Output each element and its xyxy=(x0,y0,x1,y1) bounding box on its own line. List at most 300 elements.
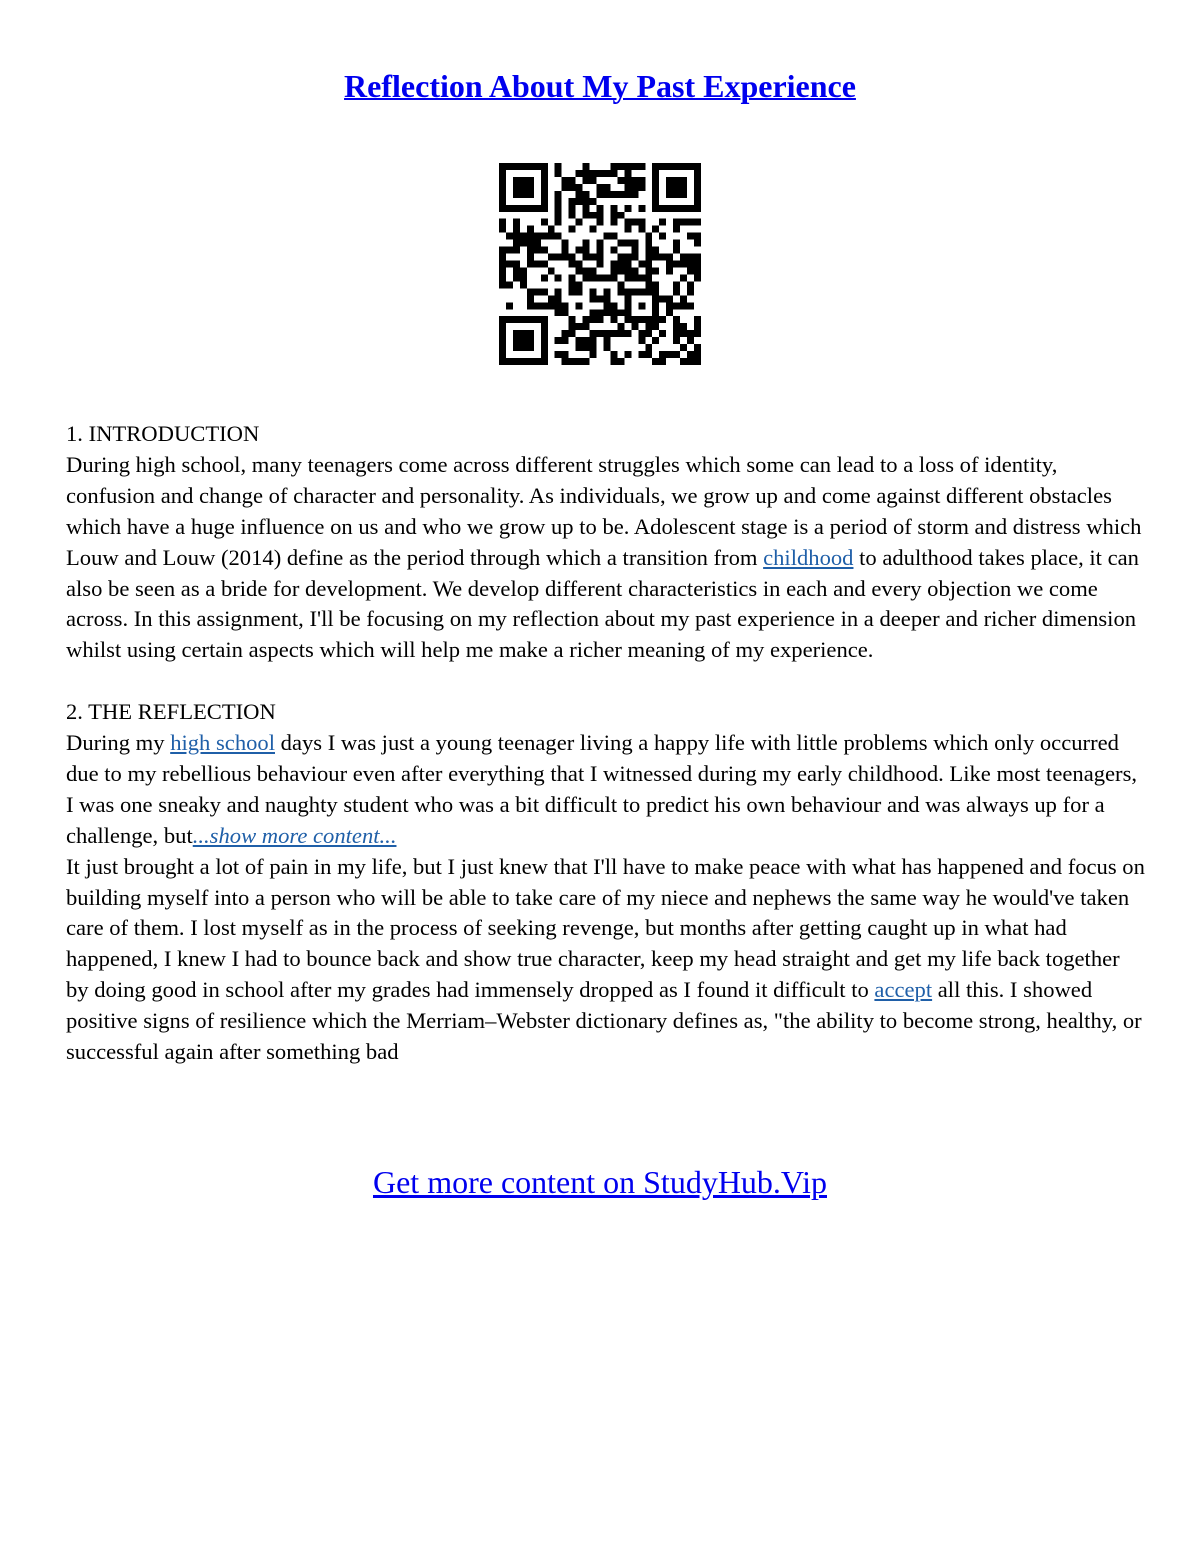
qr-module xyxy=(513,205,520,212)
qr-module xyxy=(680,163,687,170)
qr-module xyxy=(562,184,569,191)
qr-module xyxy=(638,274,645,281)
qr-module xyxy=(687,302,694,309)
qr-module xyxy=(666,261,673,268)
qr-module xyxy=(624,254,631,261)
qr-module xyxy=(624,226,631,233)
document-title xyxy=(0,64,1200,108)
qr-module xyxy=(617,330,624,337)
qr-module xyxy=(624,288,631,295)
qr-module xyxy=(520,281,527,288)
qr-module xyxy=(569,323,576,330)
qr-module xyxy=(624,302,631,309)
qr-module xyxy=(583,212,590,219)
qr-module xyxy=(673,177,680,184)
qr-module xyxy=(576,337,583,344)
qr-module xyxy=(666,205,673,212)
qr-module xyxy=(548,233,555,240)
qr-module xyxy=(631,163,638,170)
qr-module xyxy=(652,191,659,198)
qr-module xyxy=(541,261,548,268)
qr-module xyxy=(631,219,638,226)
qr-module xyxy=(680,274,687,281)
qr-module xyxy=(617,177,624,184)
qr-module xyxy=(638,184,645,191)
qr-module xyxy=(590,288,597,295)
qr-module xyxy=(499,198,506,205)
qr-module xyxy=(562,351,569,358)
qr-module xyxy=(555,233,562,240)
qr-module xyxy=(652,254,659,261)
qr-module xyxy=(659,163,666,170)
qr-module xyxy=(541,191,548,198)
qr-module xyxy=(569,281,576,288)
accept-link[interactable]: accept xyxy=(874,977,933,1003)
qr-module xyxy=(687,254,694,261)
qr-module xyxy=(694,198,701,205)
qr-module xyxy=(590,295,597,302)
qr-module xyxy=(610,212,617,219)
qr-module xyxy=(555,205,562,212)
qr-module xyxy=(694,267,701,274)
qr-module xyxy=(527,240,534,247)
qr-module xyxy=(687,281,694,288)
qr-module xyxy=(562,337,569,344)
qr-module xyxy=(631,184,638,191)
qr-module xyxy=(520,358,527,365)
qr-module xyxy=(597,184,604,191)
qr-module xyxy=(513,358,520,365)
qr-module xyxy=(610,191,617,198)
qr-module xyxy=(610,205,617,212)
qr-module xyxy=(631,288,638,295)
qr-module xyxy=(652,281,659,288)
qr-module xyxy=(638,302,645,309)
qr-module xyxy=(694,233,701,240)
qr-module xyxy=(576,261,583,268)
qr-module xyxy=(590,267,597,274)
qr-module xyxy=(569,358,576,365)
qr-module xyxy=(597,316,604,323)
qr-module xyxy=(645,351,652,358)
qr-module xyxy=(666,351,673,358)
qr-module xyxy=(617,281,624,288)
qr-module xyxy=(624,316,631,323)
qr-module xyxy=(631,254,638,261)
qr-module xyxy=(603,344,610,351)
qr-module xyxy=(687,267,694,274)
qr-module xyxy=(687,330,694,337)
qr-module xyxy=(534,261,541,268)
qr-module xyxy=(499,337,506,344)
qr-module xyxy=(541,337,548,344)
qr-module xyxy=(583,337,590,344)
section-body-reflection xyxy=(66,728,1146,1068)
qr-module xyxy=(624,177,631,184)
qr-module xyxy=(555,219,562,226)
qr-module xyxy=(603,233,610,240)
qr-module xyxy=(603,288,610,295)
qr-module xyxy=(534,240,541,247)
qr-module xyxy=(569,205,576,212)
qr-module xyxy=(624,267,631,274)
qr-module xyxy=(583,316,590,323)
qr-module xyxy=(638,316,645,323)
qr-module xyxy=(541,330,548,337)
qr-module xyxy=(527,358,534,365)
qr-module xyxy=(569,212,576,219)
qr-module xyxy=(638,219,645,226)
qr-module xyxy=(624,351,631,358)
qr-module xyxy=(659,358,666,365)
qr-module xyxy=(694,316,701,323)
qr-module xyxy=(631,274,638,281)
qr-module xyxy=(652,358,659,365)
qr-module xyxy=(555,191,562,198)
qr-module xyxy=(597,170,604,177)
studyhub-link[interactable]: Get more content on StudyHub.Vip xyxy=(372,1164,827,1200)
qr-module xyxy=(576,344,583,351)
qr-module xyxy=(569,177,576,184)
qr-module xyxy=(534,288,541,295)
qr-module xyxy=(527,254,534,261)
childhood-link[interactable]: childhood xyxy=(763,544,854,570)
reflection-text-part1: During my xyxy=(66,730,171,756)
qr-module xyxy=(659,330,666,337)
qr-module xyxy=(499,261,506,268)
qr-module xyxy=(666,295,673,302)
qr-module xyxy=(666,254,673,261)
qr-module xyxy=(673,240,680,247)
qr-module xyxy=(541,358,548,365)
qr-module xyxy=(513,267,520,274)
qr-module xyxy=(610,358,617,365)
qr-module xyxy=(652,170,659,177)
qr-module xyxy=(590,254,597,261)
qr-module xyxy=(590,177,597,184)
qr-module xyxy=(597,309,604,316)
qr-module xyxy=(694,191,701,198)
qr-module xyxy=(548,267,555,274)
qr-module xyxy=(541,163,548,170)
qr-module xyxy=(513,247,520,254)
qr-module xyxy=(694,184,701,191)
qr-module xyxy=(645,316,652,323)
qr-module xyxy=(555,254,562,261)
qr-module xyxy=(694,163,701,170)
qr-module xyxy=(624,191,631,198)
qr-module xyxy=(666,184,673,191)
qr-module xyxy=(687,358,694,365)
qr-module xyxy=(555,198,562,205)
qr-module xyxy=(673,226,680,233)
qr-module xyxy=(576,358,583,365)
qr-module xyxy=(597,240,604,247)
qr-module xyxy=(520,344,527,351)
qr-module xyxy=(666,302,673,309)
qr-module xyxy=(534,163,541,170)
qr-module xyxy=(506,205,513,212)
qr-module xyxy=(659,316,666,323)
qr-module xyxy=(513,191,520,198)
qr-module xyxy=(645,323,652,330)
qr-module xyxy=(527,226,534,233)
section-body-introduction xyxy=(66,450,1146,666)
qr-module xyxy=(541,316,548,323)
qr-module xyxy=(541,344,548,351)
qr-code-graphic xyxy=(499,163,701,365)
reflection-text-part3: It just brought a lot of pain in my life, but I just knew that I'll have to make peace with what has happened and focus on building myself into a person who will be able to take care of my niece and nephews the same way he would've taken care of them. I lost myself as in the process of seeking revenge, but months after getting caught up in what had happened, I knew I had to bounce back and show true character, keep my head straight and get my life back together by doing good in school after my grades had immensely dropped as I found it difficult to xyxy=(66,853,1145,1003)
qr-module xyxy=(583,205,590,212)
qr-module xyxy=(527,302,534,309)
qr-module xyxy=(576,288,583,295)
qr-module xyxy=(694,351,701,358)
qr-module xyxy=(569,198,576,205)
qr-module xyxy=(534,205,541,212)
document-body xyxy=(66,419,1146,1068)
qr-module xyxy=(541,233,548,240)
qr-module xyxy=(659,295,666,302)
qr-module xyxy=(506,316,513,323)
qr-module xyxy=(603,302,610,309)
qr-module xyxy=(506,233,513,240)
qr-module xyxy=(499,163,506,170)
qr-module xyxy=(499,281,506,288)
qr-module xyxy=(597,247,604,254)
qr-module xyxy=(513,177,520,184)
qr-module xyxy=(534,316,541,323)
qr-module xyxy=(645,330,652,337)
qr-module xyxy=(555,288,562,295)
qr-module xyxy=(638,351,645,358)
qr-module xyxy=(617,254,624,261)
qr-module xyxy=(506,302,513,309)
qr-module xyxy=(624,170,631,177)
qr-module xyxy=(617,191,624,198)
qr-module xyxy=(673,184,680,191)
qr-module xyxy=(562,309,569,316)
qr-module xyxy=(652,316,659,323)
qr-module xyxy=(687,288,694,295)
qr-module xyxy=(617,288,624,295)
qr-module xyxy=(555,163,562,170)
intro-text-part2: to adulthood takes place, it can also be seen as a bride for development. We develop different characteristics in each and every objection we come across. In this assignment, I'll be focusing on my reflection about my past experience in a deeper and richer dimension whilst using certain aspects which will help me make a richer meaning of my experience. xyxy=(66,544,1139,663)
qr-module xyxy=(687,205,694,212)
qr-module xyxy=(576,302,583,309)
qr-module xyxy=(499,177,506,184)
qr-module xyxy=(694,170,701,177)
qr-module xyxy=(659,219,666,226)
title-link[interactable]: Reflection About My Past Experience xyxy=(344,68,856,104)
qr-module xyxy=(603,295,610,302)
qr-module xyxy=(659,254,666,261)
qr-module xyxy=(694,344,701,351)
qr-module xyxy=(520,233,527,240)
qr-module xyxy=(520,240,527,247)
qr-module xyxy=(583,198,590,205)
qr-module xyxy=(673,351,680,358)
qr-module xyxy=(562,240,569,247)
qr-module xyxy=(666,177,673,184)
qr-module xyxy=(590,309,597,316)
qr-module xyxy=(680,191,687,198)
qr-module xyxy=(652,295,659,302)
qr-module xyxy=(694,323,701,330)
qr-module xyxy=(645,274,652,281)
qr-module xyxy=(527,184,534,191)
qr-module xyxy=(527,247,534,254)
qr-module xyxy=(603,309,610,316)
qr-module xyxy=(583,240,590,247)
qr-module xyxy=(499,205,506,212)
qr-module xyxy=(583,247,590,254)
qr-module xyxy=(527,337,534,344)
qr-module xyxy=(638,288,645,295)
qr-module xyxy=(513,163,520,170)
qr-module xyxy=(513,274,520,281)
qr-module xyxy=(610,163,617,170)
qr-module xyxy=(527,205,534,212)
qr-module xyxy=(597,261,604,268)
qr-module xyxy=(562,330,569,337)
qr-module xyxy=(520,267,527,274)
qr-module xyxy=(499,344,506,351)
qr-module xyxy=(610,274,617,281)
qr-module xyxy=(597,219,604,226)
qr-module xyxy=(527,177,534,184)
reflection-text-part2: days I was just a young teenager living a happy life with little problems which only occurred due to my rebellious behaviour even after everything that I witnessed during my early childhood. Like most teenagers, I was one sneaky and naughty student who was a bit difficult to predict his own behaviour and was always up for a challenge, but xyxy=(66,730,1138,848)
qr-module xyxy=(597,274,604,281)
qr-module xyxy=(555,309,562,316)
qr-module xyxy=(520,191,527,198)
qr-module xyxy=(680,344,687,351)
qr-module xyxy=(617,163,624,170)
qr-module xyxy=(617,358,624,365)
reflection-text-part4: all this. I showed positive signs of resilience which the Merriam–Webster dictionary defines as, "the ability to become strong, healthy, or successful again after something bad xyxy=(66,977,1142,1065)
qr-module xyxy=(673,316,680,323)
qr-module xyxy=(645,267,652,274)
qr-module xyxy=(597,212,604,219)
qr-module xyxy=(680,261,687,268)
qr-module xyxy=(569,316,576,323)
qr-module xyxy=(562,302,569,309)
qr-module xyxy=(562,177,569,184)
qr-module xyxy=(513,240,520,247)
qr-module xyxy=(617,267,624,274)
qr-module xyxy=(659,233,666,240)
qr-module xyxy=(638,205,645,212)
qr-module xyxy=(610,219,617,226)
qr-module xyxy=(583,163,590,170)
qr-module xyxy=(666,267,673,274)
qr-module xyxy=(694,177,701,184)
qr-module xyxy=(603,330,610,337)
qr-module xyxy=(548,254,555,261)
qr-module xyxy=(527,191,534,198)
qr-module xyxy=(631,247,638,254)
qr-module xyxy=(541,351,548,358)
qr-module xyxy=(541,274,548,281)
qr-module xyxy=(603,170,610,177)
qr-module xyxy=(645,240,652,247)
qr-module xyxy=(624,295,631,302)
qr-module xyxy=(680,358,687,365)
qr-module xyxy=(652,302,659,309)
qr-module xyxy=(513,226,520,233)
qr-module xyxy=(666,191,673,198)
qr-module xyxy=(666,163,673,170)
qr-module xyxy=(645,288,652,295)
qr-module xyxy=(673,191,680,198)
qr-module xyxy=(673,281,680,288)
qr-module xyxy=(694,219,701,226)
qr-module xyxy=(541,247,548,254)
qr-module xyxy=(603,184,610,191)
qr-module xyxy=(583,254,590,261)
qr-module xyxy=(506,358,513,365)
qr-module xyxy=(576,247,583,254)
qr-module xyxy=(631,240,638,247)
qr-module xyxy=(673,323,680,330)
qr-module xyxy=(555,274,562,281)
high-school-link[interactable]: high school xyxy=(170,730,275,756)
qr-module xyxy=(673,288,680,295)
qr-module xyxy=(638,226,645,233)
qr-module xyxy=(652,177,659,184)
qr-module xyxy=(506,261,513,268)
qr-module xyxy=(555,170,562,177)
qr-module xyxy=(624,330,631,337)
qr-module xyxy=(680,177,687,184)
qr-module xyxy=(583,323,590,330)
qr-module xyxy=(666,309,673,316)
qr-module xyxy=(610,233,617,240)
qr-module xyxy=(583,358,590,365)
qr-module xyxy=(687,233,694,240)
qr-module xyxy=(513,184,520,191)
qr-module xyxy=(499,274,506,281)
qr-module xyxy=(631,267,638,274)
qr-module xyxy=(583,191,590,198)
section-spacer xyxy=(66,666,1146,697)
qr-module xyxy=(583,274,590,281)
qr-module xyxy=(652,323,659,330)
qr-module xyxy=(541,170,548,177)
qr-module xyxy=(617,323,624,330)
qr-module xyxy=(694,358,701,365)
qr-module xyxy=(687,351,694,358)
show-more-content-link[interactable]: ...show more content... xyxy=(192,822,397,848)
qr-module xyxy=(520,163,527,170)
qr-module xyxy=(569,330,576,337)
qr-module xyxy=(603,337,610,344)
qr-module xyxy=(687,219,694,226)
qr-module xyxy=(652,205,659,212)
qr-module xyxy=(680,219,687,226)
qr-module xyxy=(576,198,583,205)
qr-module xyxy=(680,330,687,337)
qr-module xyxy=(624,219,631,226)
qr-module xyxy=(520,316,527,323)
qr-module xyxy=(520,330,527,337)
qr-module xyxy=(590,330,597,337)
footer xyxy=(0,1160,1200,1204)
qr-module xyxy=(638,337,645,344)
qr-module xyxy=(541,198,548,205)
qr-module xyxy=(645,344,652,351)
qr-code-icon xyxy=(499,163,701,365)
qr-module xyxy=(631,316,638,323)
